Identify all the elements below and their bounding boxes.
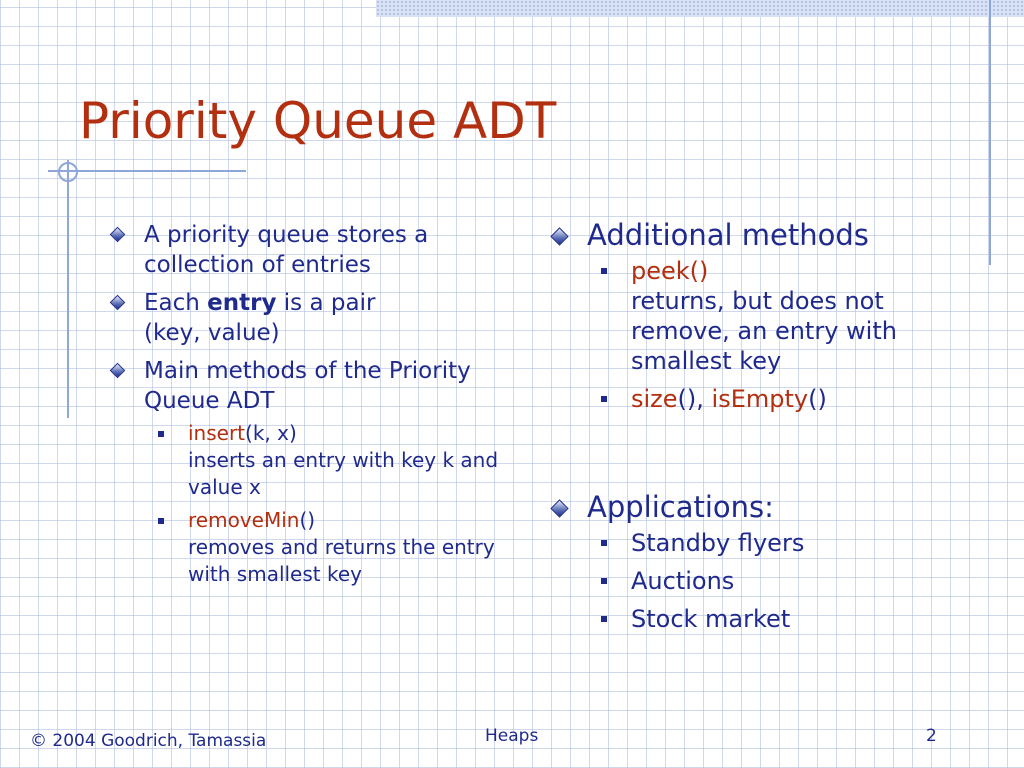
method-name-isempty: isEmpty	[711, 385, 809, 413]
bullet-heading: Additional methods	[587, 218, 869, 252]
bullet-text-pre: Each	[144, 290, 208, 316]
square-bullet-icon	[601, 268, 607, 274]
square-bullet-icon	[601, 540, 607, 546]
slide-title: Priority Queue ADT	[79, 92, 557, 150]
method-name: removeMin	[188, 508, 300, 532]
square-bullet-icon	[158, 518, 164, 524]
method-description: inserts an entry with key k and value x	[188, 448, 499, 499]
list-item	[549, 604, 949, 634]
footer-title: Heaps	[485, 726, 539, 746]
list-item	[549, 566, 949, 596]
sub-bullet-insert	[108, 420, 518, 501]
bullet-entry	[108, 288, 518, 348]
bullet-heading: Applications:	[587, 490, 774, 524]
slide-number: 2	[926, 726, 937, 746]
bullet-text: Main methods of the Priority Queue ADT	[144, 358, 471, 414]
decor-crosshair-circle	[58, 162, 78, 182]
method-name-size: size	[631, 385, 678, 413]
square-bullet-icon	[158, 431, 164, 437]
method-name: peek()	[631, 257, 709, 285]
diamond-bullet-icon	[550, 227, 568, 245]
bullet-main-methods	[108, 356, 518, 416]
diamond-bullet-icon	[550, 499, 568, 517]
decor-vertical-line-right	[989, 0, 991, 265]
bullet-text: A priority queue stores a collection of entries	[144, 222, 429, 278]
square-bullet-icon	[601, 396, 607, 402]
diamond-bullet-icon	[110, 295, 126, 311]
bullet-applications	[549, 490, 949, 524]
diamond-bullet-icon	[110, 227, 126, 243]
square-bullet-icon	[601, 616, 607, 622]
decor-vertical-line-left	[67, 160, 69, 418]
diamond-bullet-icon	[110, 363, 126, 379]
application-label: Auctions	[631, 567, 735, 595]
application-label: Standby flyers	[631, 529, 805, 557]
method-args: ()	[299, 508, 316, 532]
bullet-text-post: is a pair	[276, 290, 376, 316]
left-column	[108, 220, 518, 588]
application-label: Stock market	[631, 605, 791, 633]
method-description: returns, but does not remove, an entry with smallest key	[631, 287, 897, 375]
right-column	[549, 218, 949, 634]
list-item	[549, 528, 949, 558]
method-args: ()	[808, 385, 827, 413]
bullet-text-line2: (key, value)	[144, 320, 280, 346]
footer-copyright: © 2004 Goodrich, Tamassia	[30, 731, 267, 751]
square-bullet-icon	[601, 578, 607, 584]
method-args: (k, x)	[245, 421, 297, 445]
method-description: removes and returns the entry with smallest key	[188, 535, 495, 586]
sub-bullet-peek	[549, 256, 949, 376]
method-sep: (),	[677, 385, 712, 413]
method-name: insert	[188, 421, 246, 445]
header-decor-band	[376, 0, 1024, 17]
sub-bullet-size-isempty	[549, 384, 949, 414]
bullet-additional-methods	[549, 218, 949, 252]
bullet-priority-queue	[108, 220, 518, 280]
bullet-text-bold: entry	[207, 290, 277, 316]
sub-bullet-removemin	[108, 507, 518, 588]
